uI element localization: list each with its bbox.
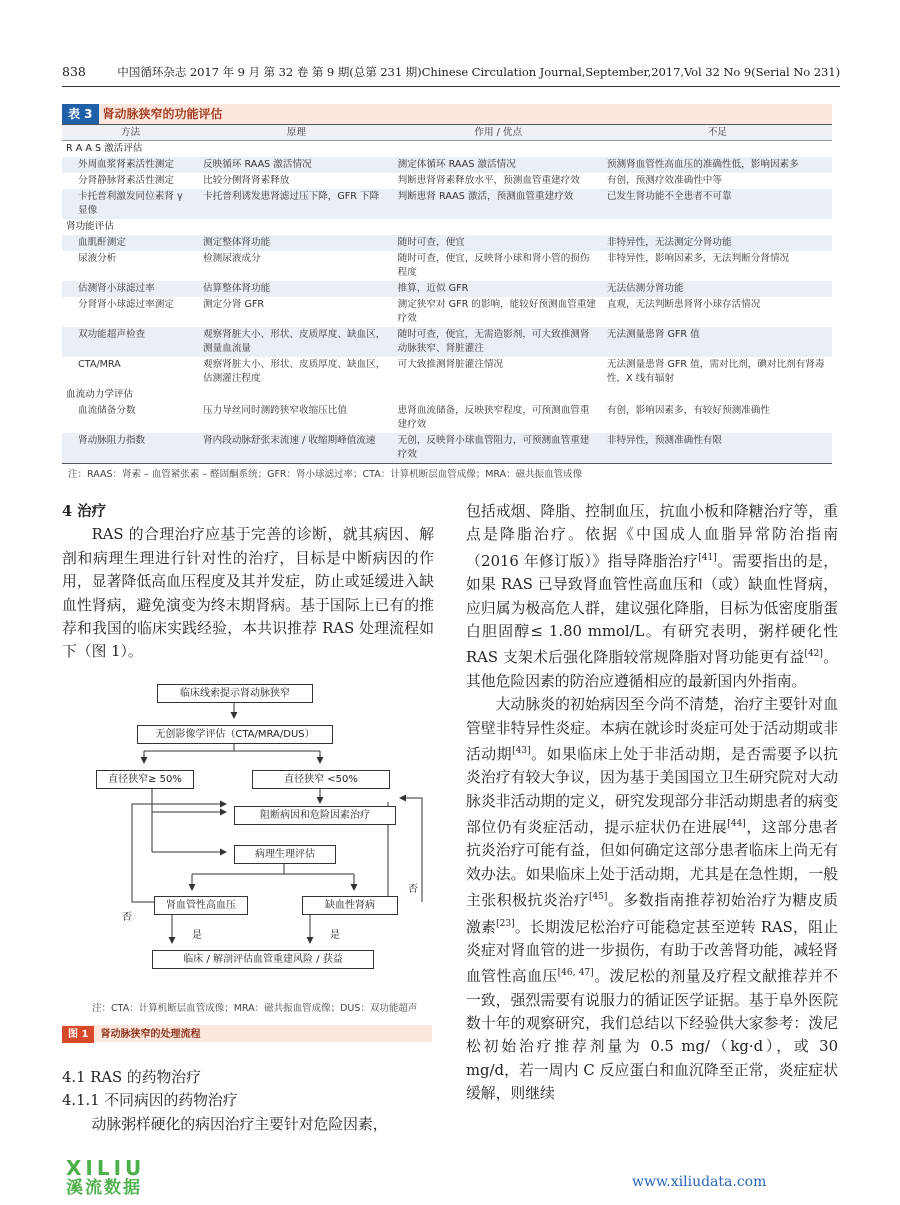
table-row: 卡托普利激发同位素肾 γ 显像 卡托普利诱发患肾滤过压下降，GFR 下降 判断患肾 RAAS 激活，预测血管重建疗效 已发生肾功能不全患者不可靠	[62, 189, 832, 219]
paragraph: 大动脉炎的初始病因至今尚不清楚，治疗主要针对血管壁非特异性炎症。本病在就诊时炎症可处于活动期或非活动期[43]。如果临床上处于非活动期，是否需要予以抗炎治疗有较大争议，因为基于美国国立卫生研究院对大动脉炎非活动期的定义，研究发现部分非活动期患者的病变部位仍有炎症活动，提示症状仍在进展[44]，这部分患者抗炎治疗可能有益，但如何确定这部分患者临床上尚无有效办法。如果临床上处于活动期，尤其是在急性期，一般主张积极抗炎治疗[45]。多数指南推荐初始治疗为糖皮质激素[23]。长期泼尼松治疗可能稳定甚至逆转 RAS，阻止炎症对肾血管的进一步损伤，有助于改善肾功能，减轻肾血管性高血压[46, 47]。泼尼松的剂量及疗程文献推荐并不一致，强烈需要有说服力的循证医学证据。基于阜外医院数十年的观察研究，我们总结以下经验供大家参考：泼尼松初始治疗推荐剂量为 0.5 mg/（kg·d），或 30 mg/d，若一周内 C 反应蛋白和血沉降至正常，炎症症状缓解，则继续	[466, 696, 838, 1103]
table-row: 双功能超声检查 观察肾脏大小、形状、皮质厚度、缺血区，测量血流量 随时可查，便宜，无需造影剂，可大致推测肾动脉狭窄、肾脏灌注 无法测量患肾 GFR 值	[62, 327, 832, 357]
paragraph: 包括戒烟、降脂、控制血压，抗血小板和降糖治疗等，重点是降脂治疗。依据《中国成人血脂异常防治指南（2016 年修订版）》指导降脂治疗[41]。需要指出的是，如果 RAS 已导致肾血管性高血压和（或）缺血性肾病，应归属为极高危人群，建议强化降脂，目标为低密度脂蛋白胆固醇≤ 1.80 mmol/L。有研究表明，粥样硬化性 RAS 支架术后强化降脂较常规降脂对肾功能更有益[42]。其他危险因素的防治应遵循相应的最新国内外指南。	[466, 503, 838, 690]
table-row: 分肾肾小球滤过率测定 测定分肾 GFR 测定狭窄对 GFR 的影响，能较好预测血管重建疗效 直观，无法判断患肾肾小球存活情况	[78, 299, 761, 324]
function-assessment-table	[62, 124, 832, 464]
running-header	[62, 64, 840, 87]
column-header: 不足	[603, 125, 832, 141]
box-revascularization-eval: 临床 / 解剖评估血管重建风险 / 获益	[152, 950, 374, 969]
paragraph: RAS 的合理治疗应基于完善的诊断，就其病因、解剖和病理生理进行针对性的治疗，目标是中断病因的作用，显著降低高血压程度及其并发症，防止或延缓进入缺血性肾病，避免演变为终末期肾病。基于国际上已有的推荐和我国的临床实践经验，本共识推荐 RAS 处理流程如下（图 1）。	[62, 526, 434, 661]
table-row: 估测肾小球滤过率 估算整体肾功能 推算，近似 GFR 无法估测分肾功能	[62, 281, 832, 297]
box-clinical-clues: 临床线索提示肾动脉狭窄	[157, 684, 313, 703]
page-number: 838	[62, 64, 86, 79]
column-header: 作用 / 优点	[394, 125, 603, 141]
xiliu-logo	[66, 1158, 196, 1198]
table-header-row	[62, 125, 832, 141]
table-title: 肾动脉狭窄的功能评估	[102, 107, 223, 121]
logo-chinese: 溪流数据	[66, 1178, 142, 1198]
left-column-upper	[62, 500, 434, 664]
box-renovascular-hypertension: 肾血管性高血压	[154, 896, 248, 915]
label-no-left: 否	[122, 912, 132, 923]
column-header: 原理	[199, 125, 394, 141]
box-stenosis-lt50: 直径狭窄 <50%	[252, 770, 390, 789]
column-header: 方法	[62, 125, 199, 141]
table-row: 尿液分析 检测尿液成分 随时可查，便宜，反映肾小球和肾小管的损伤程度 非特异性，影响因素多，无法判断分肾情况	[78, 253, 790, 278]
table-row: 肾动脉阻力指数 肾内段动脉舒张末流速 / 收缩期峰值流速 无创，反映肾小球血管阻力，可预测血管重建疗效 非特异性，预测准确性有限	[62, 433, 832, 464]
label-no-right: 否	[408, 884, 418, 895]
section-heading: 4 治疗	[62, 503, 107, 520]
box-pathophysiology: 病理生理评估	[234, 845, 336, 864]
box-imaging-assessment: 无创影像学评估（CTA/MRA/DUS）	[137, 725, 333, 744]
table-label: 表 3	[62, 104, 99, 124]
right-column	[466, 500, 838, 1106]
figure-label: 图 1	[62, 1026, 94, 1043]
table-group-row: 血流动力学评估	[66, 389, 134, 400]
treatment-flowchart	[92, 680, 432, 980]
logo-wordmark: XILIU	[66, 1156, 146, 1180]
table-row: 外周血浆肾素活性测定 反映循环 RAAS 激活情况 测定体循环 RAAS 激活情况 预测肾血管性高血压的准确性低，影响因素多	[62, 157, 832, 173]
subsection-heading: 4.1.1 不同病因的药物治疗	[62, 1092, 238, 1110]
table-row: 血流储备分数 压力导丝同时测跨狭窄收缩压比值 患肾血流储备，反映狭窄程度，可预测血管重建疗效 有创，影响因素多，有较好预测准确性	[78, 405, 770, 430]
table-row: CTA/MRA 观察肾脏大小、形状、皮质厚度、缺血区，估测灌注程度 可大致推测肾脏灌注情况 无法测量患肾 GFR 值，需对比剂，碘对比剂有肾毒性，X 线有辐射	[78, 359, 825, 384]
label-yes-left: 是	[192, 930, 202, 941]
left-column-lower	[62, 1066, 434, 1136]
subsection-heading: 4.1 RAS 的药物治疗	[62, 1069, 201, 1086]
table-row: 分肾静脉肾素活性测定 比较分侧肾肾素释放 判断患肾肾素释放水平，预测血管重建疗效 有创，预测疗效准确性中等	[78, 175, 722, 186]
website-url: www.xiliudata.com	[632, 1174, 767, 1190]
paragraph: 动脉粥样硬化的病因治疗主要针对危险因素，	[91, 1115, 388, 1133]
journal-citation: 中国循环杂志 2017 年 9 月 第 32 卷 第 9 期(总第 231 期)Chinese Circulation Journal,September,2017,Vol 32 No 9(Serial No 231)	[117, 65, 840, 79]
table-caption	[62, 104, 832, 124]
label-yes-right: 是	[330, 930, 340, 941]
table-group-row: R A A S 激活评估	[66, 143, 143, 154]
figure-caption	[62, 1025, 432, 1042]
table-group-row: 肾功能评估	[66, 221, 114, 232]
box-stenosis-ge50: 直径狭窄≥ 50%	[96, 770, 194, 789]
box-ischemic-nephropathy: 缺血性肾病	[302, 896, 398, 915]
box-cause-treatment: 阻断病因和危险因素治疗	[234, 806, 396, 825]
figure-title: 肾动脉狭窄的处理流程	[100, 1029, 201, 1040]
table-row: 血肌酐测定 测定整体肾功能 随时可查，便宜 非特异性，无法测定分肾功能	[62, 235, 832, 251]
table-note: 注：RAAS：肾素 – 血管紧张素 – 醛固酮系统；GFR：肾小球滤过率；CTA：计算机断层血管成像；MRA：磁共振血管成像	[68, 469, 583, 480]
figure-note: 注：CTA：计算机断层血管成像；MRA：磁共振血管成像；DUS：双功能超声	[92, 1003, 418, 1014]
